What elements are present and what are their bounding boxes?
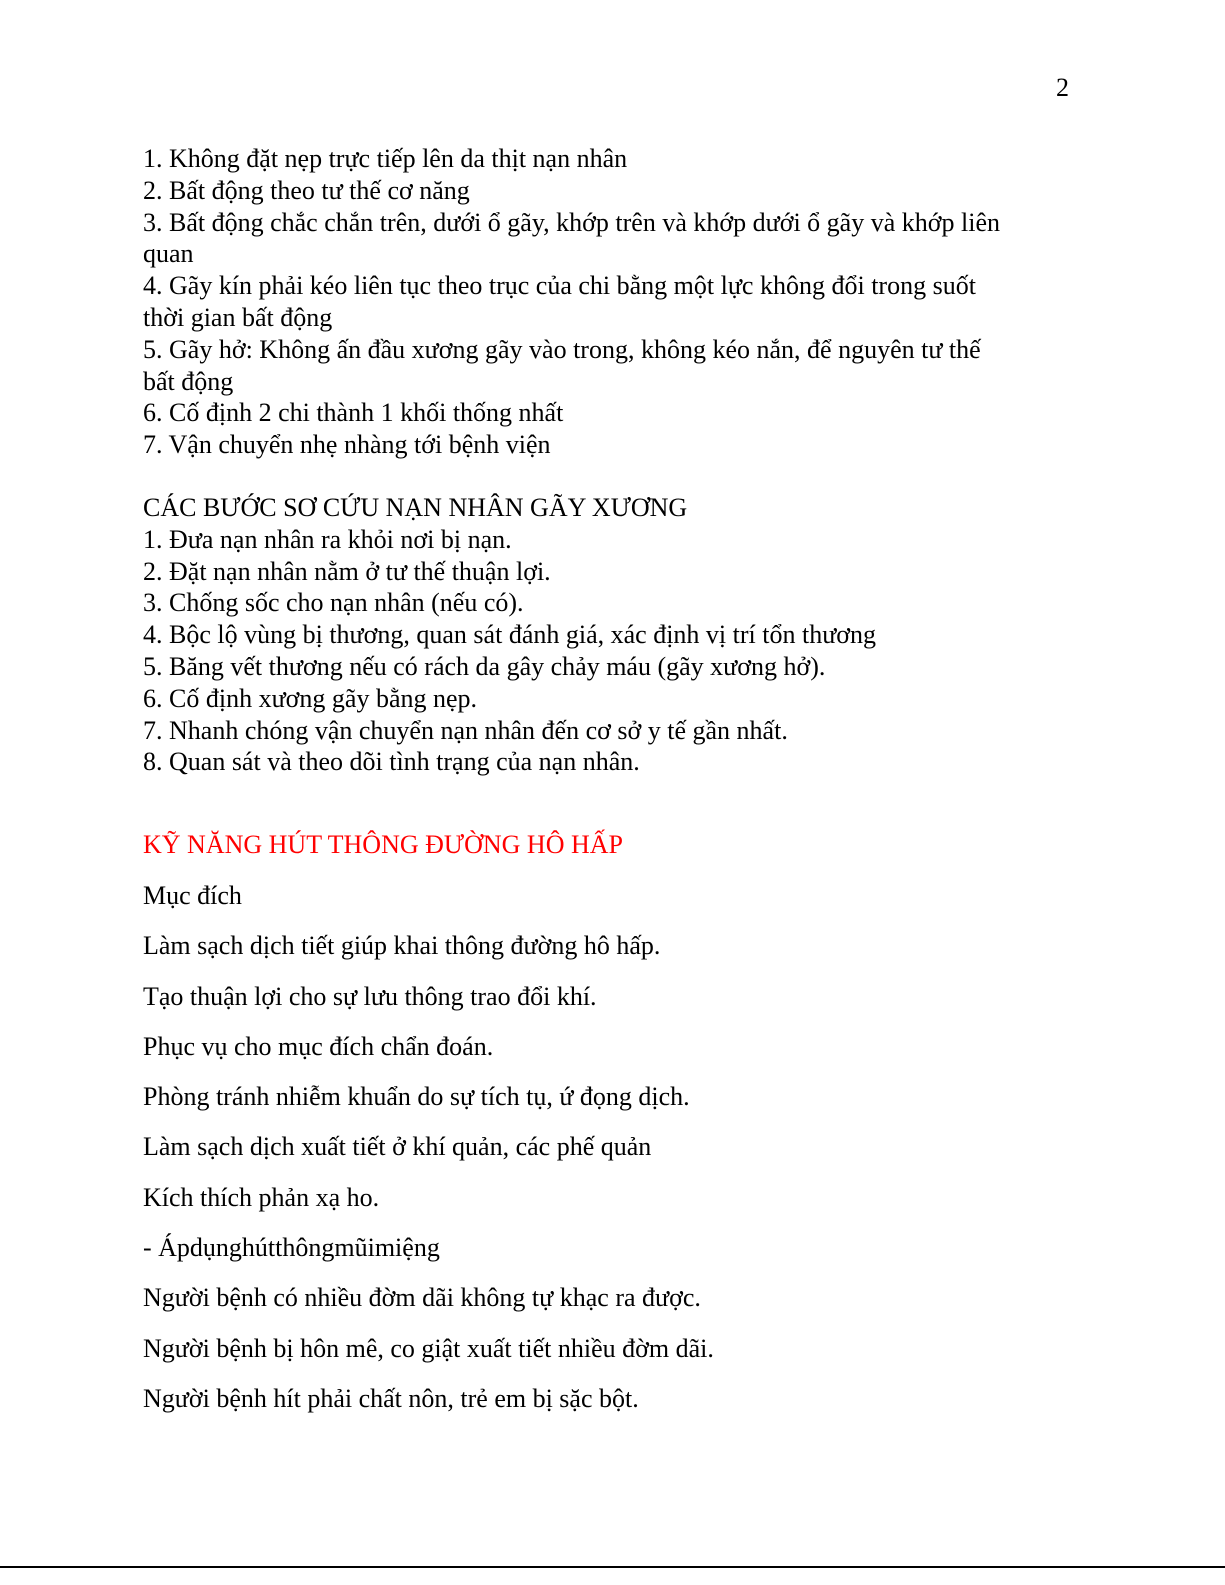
principle-line: 4. Gãy kín phải kéo liên tục theo trục của chi bằng một lực không đổi trong suốt [143,271,976,301]
first-aid-step: 7. Nhanh chóng vận chuyển nạn nhân đến cơ sở y tế gần nhất. [143,715,788,745]
airway-line: Tạo thuận lợi cho sự lưu thông trao đổi khí. [143,981,597,1011]
first-aid-steps [143,492,1073,778]
first-aid-step: 5. Băng vết thương nếu có rách da gây chảy máu (gãy xương hở). [143,651,826,681]
principle-line: 1. Không đặt nẹp trực tiếp lên da thịt nạn nhân [143,144,628,173]
first-aid-step: 2. Đặt nạn nhân nằm ở tư thế thuận lợi. [143,556,551,586]
airway-line: Người bệnh hít phải chất nôn, trẻ em bị sặc bột. [143,1383,639,1413]
principle-line: 6. Cố định 2 chi thành 1 khối thống nhất [143,398,564,428]
airway-line: Mục đích [143,881,242,910]
airway-line: Làm sạch dịch xuất tiết ở khí quản, các phế quản [143,1132,652,1162]
principle-line: quan [143,239,194,269]
airway-line: Người bệnh bị hôn mê, co giật xuất tiết nhiều đờm dãi. [143,1333,714,1363]
airway-suction-content [143,878,714,1431]
airway-line: Làm sạch dịch tiết giúp khai thông đường hô hấp. [143,931,661,961]
first-aid-step: 8. Quan sát và theo dõi tình trạng của nạn nhân. [143,747,640,777]
principle-line: 3. Bất động chắc chắn trên, dưới ổ gãy, khớp trên và khớp dưới ổ gãy và khớp liên [143,207,1000,237]
first-aid-step: 3. Chống sốc cho nạn nhân (nếu có). [143,588,524,618]
page-number: 2 [1056,73,1069,102]
principle-line: thời gian bất động [143,302,333,332]
first-aid-step: 6. Cố định xương gãy bằng nẹp. [143,683,478,713]
first-aid-step: 4. Bộc lộ vùng bị thương, quan sát đánh giá, xác định vị trí tổn thương [143,620,877,650]
principle-line: 2. Bất động theo tư thế cơ năng [143,175,470,205]
first-aid-step: 1. Đưa nạn nhân ra khỏi nơi bị nạn. [143,524,512,554]
airway-line: Kích thích phản xạ ho. [143,1182,380,1212]
airway-line: Người bệnh có nhiều đờm dãi không tự khạc ra được. [143,1283,701,1313]
airway-line: - Ápdụnghútthôngmũimiệng [143,1233,440,1263]
principle-line: bất động [143,366,234,396]
principle-line: 5. Gãy hở: Không ấn đầu xương gãy vào trong, không kéo nắn, để nguyên tư thế [143,334,981,364]
bottom-divider [0,1566,1225,1568]
airway-suction-heading: KỸ NĂNG HÚT THÔNG ĐƯỜNG HÔ HẤP [143,830,623,859]
first-aid-steps-title: CÁC BƯỚC SƠ CỨU NẠN NHÂN GÃY XƯƠNG [143,493,688,522]
airway-line: Phòng tránh nhiễm khuẩn do sự tích tụ, ứ đọng dịch. [143,1082,690,1112]
splinting-principles [143,143,1073,461]
principle-line: 7. Vận chuyển nhẹ nhàng tới bệnh viện [143,430,551,460]
airway-line: Phục vụ cho mục đích chẩn đoán. [143,1031,494,1061]
